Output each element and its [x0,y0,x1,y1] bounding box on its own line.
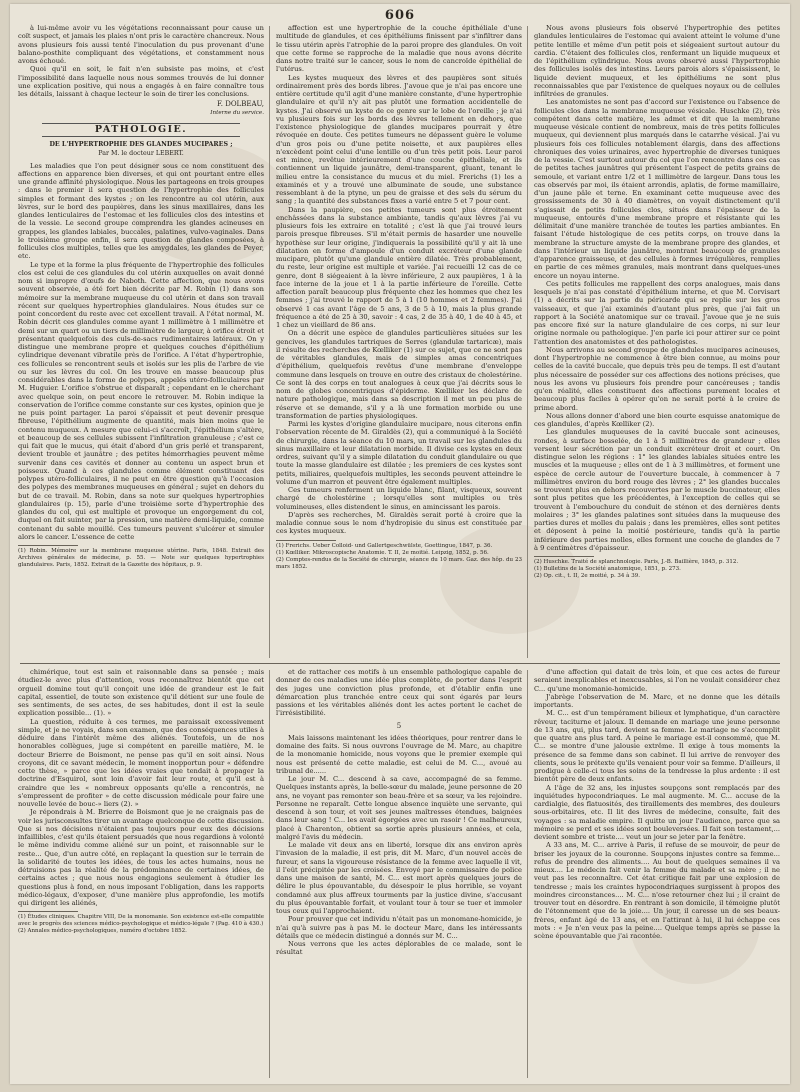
article-body [18,668,264,907]
paragraph: Mais laissons maintenant les idées théoriques, pour rentrer dans le domaine des faits. Si nous ouvrons l'ouvrage de M. Marc, au chapitre de la monomanie homicide, nous voyons que le premier exemple qui nous est présenté de cette maladie, est celui de M. C..., avoué au tribunal de...... [276,733,522,775]
paragraph: J'abrège l'observation de M. Marc, et ne donne que les détails importants. [534,692,780,709]
footnote: (2) Op. cit., t. II, 2e moitié, p. 34 à 39. [534,573,640,579]
footnote: (1) Kœlliker. Mikroscopische Anatomie. T. II, 2e moitié. Leipzig, 1852, p. 56. [276,549,489,556]
bottom-column-2 [276,668,522,1082]
paragraph: Nous avons plusieurs fois observé l'hypertrophie des petites glandules lenticulaires de l'estomac qui avaient atteint le volume d'une petite lentille et même d'un petit pois et siégeaient surtout autour du cardia. C'étaient des follicules clos, renfermant un liquide muqueux et de l'épithélium cylindrique. Nous avons observé aussi l'hypertrophie des follicules isolés des intestins. Leurs parois alors s'épaississent, le liquide devient muqueux, et les épithéliums ne sont plus reconnaissables que par l'existence de quelques noyaux ou de cellules infiltrées de granules. [534,24,780,98]
paragraph: et de rattacher ces motifs à un ensemble pathologique capable de donner de ces maladies une idée plus complète, de porter dans l'esprit des juges une conviction plus profonde, et d'établir enfin une démarcation plus tranchée entre ceux qui sont égarés par leurs passions et les véritables aliénés dont les actes portent le cachet de l'irrésistibilité. [276,668,522,718]
top-column-3 [534,24,780,662]
paragraph: à lui-même avoir vu les végétations reconnaissant pour cause un coït suspect, et jamais les plaies n'ont pris le caractère chancreux. Nous avons plusieurs fois aussi tenté l'inoculation du pus provenant d'une balano-posthite compliquant des végétations, et constamment nous avons échoué. [18,24,264,65]
paragraph: Je répondrais à M. Brierre de Boismont que je ne craignais pas de voir les jurisconsultes tirer un avantage quelconque de cette discussion. Que si nos décisions n'étaient pas toujours pour eux des décisions infaillibles, c'est qu'ils étaient persuadés que nous regardions à volonté le même individu comme aliéné sur un point, et raisonnable sur le reste... Que, d'un autre côté, en replaçant la question sur le terrain de la solidarité de toutes les idées, de tous les actes humains, nous ne détruisions pas la réalité de la prédominance de certaines idées, de certains actes ; que nous nous engagions seulement à étudier les questions plus à fond, en nous imposant l'obligation, dans les rapports médico-légaux, d'exposer, d'une manière plus approfondie, les motifs qui dirigent les aliénés, [18,808,264,907]
author-role: Interne du service. [210,109,264,116]
intro-paragraphs [18,24,264,98]
paragraph: Nous allons donner d'abord une bien courte esquisse anatomique de ces glandules, d'après Kœlliker (2). [534,411,780,428]
top-section [10,24,790,662]
section-divider [20,663,780,664]
footnote-divider [534,556,594,557]
footnote-divider [276,540,336,541]
footnote: (1) Bulletins de la Société anatomique, 1851, p. 273. [534,566,681,572]
article-body-continued [276,734,522,957]
bottom-column-1 [18,668,264,1082]
paragraph: Quoi qu'il en soit, le fait n'en subsiste pas moins, et c'est l'impossibilité dans laquelle nous nous sommes trouvés de lui donner une explication positive, qui nous a engagés à en faire connaître tous les détails, laissant à chaque lecteur le soin de tirer les conclusions. [18,65,264,98]
paragraph: Parmi les kystes d'origine glandulaire mucipare, nous citerons enfin l'observation récente de M. Giraldès (2), qui a communiqué à la Société de chirurgie, dans la séance du 10 mars, un travail sur les glandules du sinus maxillaire et leur dilatation morbide. Il divise ces kystes en deux ordres, suivant qu'il y a simple dilatation du conduit glandulaire ou que toute la masse glandulaire est dilatée ; les premiers de ces kystes sont petits, miliaires, quelquefois multiples, les seconds peuvent atteindre le volume d'un marron et peuvent être également multiples. [276,420,522,486]
author-signature: F. DOLBEAU, [216,100,264,109]
top-column-2 [276,24,522,662]
paragraph: Les anatomistes ne sont pas d'accord sur l'existence ou l'absence de follicules clos dans la membrane muqueuse vésicale. Huschke (2), très compétent dans cette matière, les admet et dit que la membrane muqueuse vésicale contient de nombreux, mais de très petits follicules muqueux, qui deviennent plus marqués dans le catarrhe vésical. J'ai vu plusieurs fois ces follicules notablement élargis, dans des affections chroniques des voies urinaires, avec hypertrophie de diverses tuniques de la vessie. C'est surtout autour du col que l'on rencontre dans ces cas de petites taches jaunâtres qui présentent l'aspect de petits grains de semoule, et variant entre 1/2 et 1 millimètre de largeur. Dans tous les cas observés par moi, ils étaient arrondis, aplatis, de forme mamillaire, d'un jaune pâle et terne. En examinant cette muqueuse avec des grossissements de 30 à 40 diamètres, on voyait distinctement qu'il s'agissait de petits follicules clos, situés dans l'épaisseur de la muqueuse, entourés d'une membrane propre et résistante qui les délimitait d'une manière tranchée de toutes les parties ambiantes. En faisant l'étude histologique de ces petits corps, on trouve dans la membrane la structure amyste de la membrane propre des glandes, et dans l'intérieur un liquide jaunâtre, montrant beaucoup de granules d'apparence graisseuse, et des cellules à formes irrégulières, remplies en partie de ces mêmes granules, mais montrant dans quelques-unes encore un noyau interne. [534,98,780,280]
article-body [18,162,264,542]
article-body [534,24,780,552]
paragraph: Dans la paupière, ces petites tumeurs sont plus étroitement enchâssées dans la substance ambiante, tandis qu'aux lèvres j'ai vu plusieurs fois les extraire en totalité ; c'est là que j'ai trouvé leurs parois presque fibreuses. S'il m'était permis de hasarder une nouvelle hypothèse sur leur origine, j'indiquerais la possibilité qu'il y ait là une dilatation en forme d'ampoule d'un conduit excréteur d'une glande mucipare, plutôt qu'une glandule entière dilatée. Très probablement, du reste, leur origine est multiple et variée. J'ai recueilli 12 cas de ce genre, dont 8 siégeaient à la lèvre inférieure, 2 aux paupières, 1 à la face interne de la joue et 1 à la partie inférieure de l'oreille. Cette affection paraît beaucoup plus fréquente chez les hommes que chez les femmes ; j'ai trouvé le rapport de 5 à 1 (10 hommes et 2 femmes). J'ai observé 1 cas avant l'âge de 5 ans, 3 de 5 à 10, mais la plus grande fréquence a été de 25 à 30, savoir : 4 cas, 2 de 35 à 40, 1 de 40 à 45, et 1 chez un vieillard de 86 ans. [276,205,522,329]
footnotes [18,548,264,569]
footnotes [534,559,780,580]
footnote: (1) Études cliniques. Chapitre VIII, De la monomanie. Son existence est-elle compatible avec le progrès des sciences médico-psychologique et médico-légale ? (Pag. 410 à 430.) [18,914,264,928]
paragraph: Les maladies que l'on peut désigner sous ce nom constituent des affections en apparence bien diverses, et qui ont pourtant entre elles une grande affinité physiologique. Nous les partageons en trois groupes : dans le premier il sera question de l'hypertrophie des follicules simples et formant des kystes ; on les rencontre au col utérin, aux lèvres, sur le bord des paupières, dans les sinus maxillaires, dans les glandes lenticulaires de l'estomac et les follicules clos des intestins et de la vessie. Le second groupe comprendra les glandes acineuses en grappes, les glandes labiales, buccales, palatines, vulvo-vaginales. Dans le troisième groupe enfin, il sera question de glandes composées, à follicules clos multiples, telles que les amygdales, les glandes de Peyer, etc. [18,161,264,261]
paragraph: Nous verrons que les actes déplorables de ce malade, sont le résultat [276,940,522,957]
paragraph: Pour prouver que cet individu n'était pas un monomane-homicide, je n'ai qu'à suivre pas à pas M. le docteur Marc, dans les intéressants détails que ce médecin distingué a donnés sur M. C... [276,915,522,940]
bottom-section [10,668,790,1082]
newspaper-page [10,4,790,1084]
paragraph: affection est une hypertrophie de la couche épithéliale d'une multitude de glandules, et ces épithéliums finissent par s'infiltrer dans le tissu utérin après l'atrophie de la paroi propre des glandules. On voit que cette forme se rapproche de la maladie que nous avons décrite dans notre traité sur le cancer, sous le nom de cancroïde épithélial de l'utérus. [276,24,522,74]
page-number: 606 [384,8,416,23]
footnote: (1) Robin. Mémoire sur la membrane muqueuse utérine. Paris, 1848. Extrait des Archives générales de médecine, p. 55. — Note sur quelques hypertrophies glandulaires. Paris, 1852. Extrait de la Gazette des hôpitaux, p. 9. [18,548,264,568]
article-body [276,24,522,536]
footnotes [276,543,522,571]
paragraph: d'une affection qui datait de très loin, et que ces actes de fureur seraient inexplicables et inexcusables, si l'on ne voulait considérer chez C... qu'une monomanie-homicide. [534,668,780,693]
paragraph: Ces petits follicules me rappellent des corps analogues, mais dans lesquels je n'ai pas constaté d'épithélium interne, et que M. Corvisart (1) a décrits sur la partie du péricarde qui se replie sur les gros vaisseaux, et que j'ai examinés d'autant plus près, que j'ai fait un rapport à la Société anatomique sur ce travail. J'avoue que je ne suis pas encore fixé sur la nature glandulaire de ces corps, ni sur leur origine normale ou pathologique. J'en parle ici pour attirer sur ce point l'attention des anatomistes et des pathologistes. [534,279,780,346]
article-byline: Par M. le docteur LEBERT. [98,150,184,158]
paragraph: chimérique, tout est sain et raisonnable dans sa pensée ; mais étudiez-le avec plus d'attention, vous reconnaîtrez bientôt que cet orgueil domine tout qu'il conçoit une idée de grandeur est le fait capital, essentiel, de toute son existence qu'il détient sur une foule de ses sentiments, de ses actes, de ses habitudes, dont il est la seule explication possible... (1). » [18,668,264,718]
paragraph: Les kystes muqueux des lèvres et des paupières sont situés ordinairement près des bords libres. J'avoue que je n'ai pas encore une entière certitude qu'il agit d'une manière constante, d'une hypertrophie glandulaire et qu'il n'y ait pas plutôt une formation accidentelle de kystes. J'ai observé un kyste de ce genre sur le lobe de l'oreille ; je n'ai vu plusieurs fois sur les bords des lèvres tellement en dehors, que l'existence physiologique de glandes mucipares pourrait y être révoquée en doute. Ces petites tumeurs ne dépassent guère le volume d'un gros pois ou d'une petite noisette, et aux paupières elles n'excèdent point celui d'une lentille ou d'un très petit pois. Leur paroi est mince, revêtue intérieurement d'une couche épithéliale, et ils contiennent un liquide jaunâtre, demi-transparent, gluant, tenant le milieu entre la consistance du mucus et du miel. Frerichs (1) les a examinés et y a trouvé une albuminate de soude, une substance ressemblant à de la ptyne, un peu de graisse et des sels du sérum du sang ; la quantité des substances fixes a varié entre 5 et 7 pour cent. [276,73,522,206]
article-body [534,668,780,940]
article-title: DE L'HYPERTROPHIE DES GLANDES MUCIPARES ; [49,141,233,148]
paragraph: M. C... est d'un tempérament bilieux et lymphatique, d'un caractère rêveur, taciturne et jaloux. Il demande en mariage une jeune personne de 13 ans, qui, plus tard, devient sa femme. Le mariage ne s'accomplit que quatre ans plus tard. A peine le mariage est-il consommé, que M. C... se montre d'une jalousie extrême. Il exige à tous moments la présence de sa femme dans son cabinet. Il lui arrive de renvoyer des clients, sous le prétexte qu'ils venaient pour voir sa femme. D'ailleurs, il prodigue à celle-ci tous les soins de la tendresse la plus ardente : il est bientôt père de deux enfants. [534,709,780,784]
paragraph: Le type et la forme la plus fréquente de l'hypertrophie des follicules clos est celui de ces glandules du col utérin auxquelles on avait donné nom si impropre d'œufs de Naboth. Cette affection, que nous avons souvent observée, a été fort bien décrite par M. Robin (1) dans son mémoire sur la membrane muqueuse du col utérin et dans son travail récent sur quelques hypertrophies glandulaires. Nous études sur ce point concordent du reste avec cet excellent travail. A l'état normal, M. Robin décrit ces glandules comme ayant 1 millimètre à 1 millimètre et demi sur un quart ou un tiers de millimètre de largeur, à orifice étroit et présentant quelquefois des culs-de-sacs rudimentaires latéraux. On y distingue une membrane propre et quelques couches d'épithélium cylindrique devenant vibratile près de l'orifice. A l'état d'hypertrophie, ces follicules se rencontrent seuls et isolés sur les plis de l'arbre de vie ou sur les lèvres du col. On les trouve en masse beaucoup plus considérables dans la forme de polypes, appelés utéro-folliculaires par M. Huguier. L'orifice s'obstrue et disparaît ; cependant en le cherchant avec quelque soin, on peut encore le retrouver. M. Robin indique la conservation de l'orifice comme constante sur ces kystes, opinion que je ne puis point partager. La paroi s'épaissit et peut devenir presque fibreuse, l'épithélium augmente de quantité, mais bien moins que le contenu muqueux. A mesure que celui-ci s'accroît, l'épithélium s'altère, et beaucoup de ses cellules subissent l'infiltration granuleuse ; c'est ce qui fait que le mucus, qui était d'abord d'un gris perlé et transparent, devient trouble et jaunâtre ; des petites hémorrhagies peuvent même survenir dans ces cavités et donner au contenu un aspect brun et poisseux. Quand à ces glandules comme élément constituant des polypes utéro-folliculaires, il ne peut en être question qu'à l'occasion des polypes des membranes muqueuses en général ; sujet en dehors du but de ce travail. M. Robin, dans sa note sur quelques hypertrophies glandulaires (p. 15), parle d'une troisième sorte d'hypertrophie des glandes du col, qui est multiple et provoque un engorgement du col, duquel on fait suinter, par la pression, une matière demi-liquide, comme contenant du sable mouillé. Ces tumeurs peuvent s'ulcérer et simuler alors le cancer. L'essence de cette [18,260,264,541]
paragraph: D'après ses recherches, M. Giraldès serait porté à croire que la maladie connue sous le nom d'hydropisie du sinus est constituée par ces kystes muqueux. [276,510,522,536]
paragraph: Le malade vit deux ans en liberté, lorsque dix ans environ après l'invasion de la maladie, il est pris, dit M. Marc, d'un nouvel accès de fureur, et sans la vigoureuse résistance de la femme avec laquelle il vit, il l'eût précipitée par les croisées. Envoyé par le commissaire de police dans une maison de santé, M. C... est mort après quelques jours de délire le plus épouvantable, du désespoir le plus horrible, se voyant condamné aux plus affreux tourments par la justice divine, s'accusant du plus épouvantable forfait, et voulant tour à tour se tuer et immoler tous ceux qui l'approchaient. [276,841,522,915]
paragraph: Le jour M. C... descend à sa cave, accompagné de sa femme. Quelques instants après, la belle-sœur du malade, jeune personne de 20 ans, ne voyant pas remonter son beau-frère et sa sœur, va les rejoindre. Personne ne reparaît. Cette longue absence inquiète une servante, qui descend à son tour, et voit ses jeunes maîtresses étendues, baignées dans leur sang ! C... les avait égorgées avec un rasoir ! Ce malheureux, placé à Charenton, obtient sa sortie après plusieurs années, et cela, malgré l'avis du médecin. [276,775,522,841]
paragraph: Ces tumeurs renferment un liquide blanc, filant, visqueux, souvent chargé de cholestérine ; lorsqu'elles sont multiples ou très volumineuses, elles distendent le sinus, en amincissant les parois. [276,486,522,511]
paragraph: On a décrit une espèce de glandules particulières situées sur les gencives, les glandules tartriques de Serres (glandulæ tartaricæ), mais il résulte des recherches de Kœlliker (1) sur ce sujet, que ce ne sont pas de véritables glandules, mais de simples amas concentriques d'épithélium, quelquefois revêtus d'une membrane d'enveloppe commune dans lesquels on trouve en outre des cristaux de cholestérine. Ce sont là des corps en tout analogues à ceux que j'ai décrits sous le nom de globes concentriques d'épiderme. Kœlliker les déclare de nature pathologique, mais dans sa description il met un peu plus de réserve et se demande, s'il y a là une formation morbide ou une transformation de parties physiologiques. [276,329,522,420]
footnote: (2) Comptes-rendus de la Société de chirurgie, séance du 10 mars. Gaz. des hôp. du 23 mars 1852. [276,556,522,570]
bottom-column-3 [534,668,780,1082]
top-column-1 [18,24,264,662]
paragraph: La question, réduite à ces termes, me paraissait excessivement simple, et je ne voyais, dans son examen, que des conséquences utiles à déduire dans l'intérêt même des aliénés. Toutefois, un de nos honorables collègues, juge si compétent en pareille matière, M. le docteur Brierre de Boismont, ne pense pas qu'il en soit ainsi. Nous croyons, dit ce savant médecin, le moment inopportun pour « défendre cette thèse, » parce que les idées vraies que tendait à propager la doctrine d'Esquirol, sont loin d'avoir fait leur route, et qu'il est à craindre que les « nombreux opposants qu'elle a rencontrés, ne s'empressent de profiter » de cette discussion médicale pour faire une nouvelle levée de bouc-» liers (2). » [18,717,264,808]
paragraph: Les glandules muqueuses de la cavité buccale sont acineuses, rondes, à surface bosselée, de 1 à 5 millimètres de grandeur ; elles versent leur sécrétion par un conduit excréteur droit et court. On distingue selon les régions : 1° les glandes labiales situées entre les muscles et la muqueuse ; elles ont de 1 à 3 millimètres, et forment une espèce de cercle autour de l'ouverture buccale, à commencer à 7 millimètres environ du bord rouge des lèvres ; 2° les glandes buccales se trouvent plus en dehors recouvertes par le muscle buccinateur, elles sont plus petites que les précédentes, à l'exception de celles qui se trouvent à l'embouchure du conduit de sténon et des dernières dents molaires ; 3° les glandes palatines sont situées dans la muqueuse des parties dures et molles du palais ; dans les premières, elles sont petites et déposent à peine la moitié postérieure, tandis qu'à la partie inférieure des parties molles, elles forment une couche de glandes de 7 à 9 centimètres d'épaisseur. [534,428,780,552]
column-rule [269,670,270,1078]
column-rule [527,26,528,658]
paragraph: Nous arrivons au second groupe de glandules mucipares acineuses, dont l'hypertrophie ne commence à être bien connue, au moins pour celles de la cavité buccale, que depuis très peu de temps. Il est d'autant plus nécessaire de posséder sur ces affections des notions précises, que nous les avons vu plusieurs fois prendre pour cancéreuses ; tandis qu'en réalité, elles constituent des affections purement locales et beaucoup plus faciles à opérer qu'on ne serait porté à le croire de prime abord. [534,345,780,412]
section-heading: PATHOLOGIE. [42,123,240,137]
paragraph: A 33 ans, M. C... arrive à Paris, il refuse de se mouvoir, de peur de briser les joyaux de la couronne. Soupçons injustes contre sa femme... refus de prendre des aliments.... Au bout de quelques semaines il va mieux.... Le médecin fait venir la femme du malade et sa mère ; il ne veut pas les reconnaître. Cet état critique fait par une explosion de tendresse ; mais les craintes hypocondriaques surgissent à propos des moindres circonstances.... M. C... n'ose retourner chez lui ; il craint de trouver tout en désordre. En rentrant à son domicile, il témoigne plutôt de l'étonnement que de la joie.... Un jour, il caresse un de ses beaux-frères, enfant âgé de 13 ans, et en l'attirant à lui, il lui échappe ces mots : « Je n'en veux pas la peine.... Quelque temps après se passe la scène épouvantable que j'ai racontée. [534,841,780,940]
column-rule [269,26,270,658]
article-body [276,668,522,718]
paragraph: A l'âge de 32 ans, les injustes soupçons sont remplacés par des inquiétudes hypocondriaques. Le mal augmente. M. C... accuse de la cardialgie, des flatuosités, des tiraillements des membres, des douleurs sous-orbitaires, etc. Il lit des livres de médecine, consulte, fait des voyages : sa maladie empire. Il quitte un jour l'audience, parce que sa mémoire se perd et ses idées sont bouleversées. Il fait son testament,... devient sombre et triste.... veut un jour se jeter par la fenêtre. [534,783,780,841]
footnote: (2) Annales médico-psychologiques, numéro d'octobre 1852. [18,928,187,935]
column-rule [527,670,528,1078]
footnotes [18,914,264,935]
footnote-divider [18,545,78,546]
footnote: (2) Huschke. Traité de splanchnologie. Paris, J.-B. Baillière, 1845, p. 312. [534,559,739,565]
section-number: 5 [396,721,402,730]
footnote-divider [18,911,78,912]
footnote: (1) Frerichs. Ueber Colloid- und Gallertgeschwülste, Goettingue, 1847, p. 36. [276,542,493,549]
